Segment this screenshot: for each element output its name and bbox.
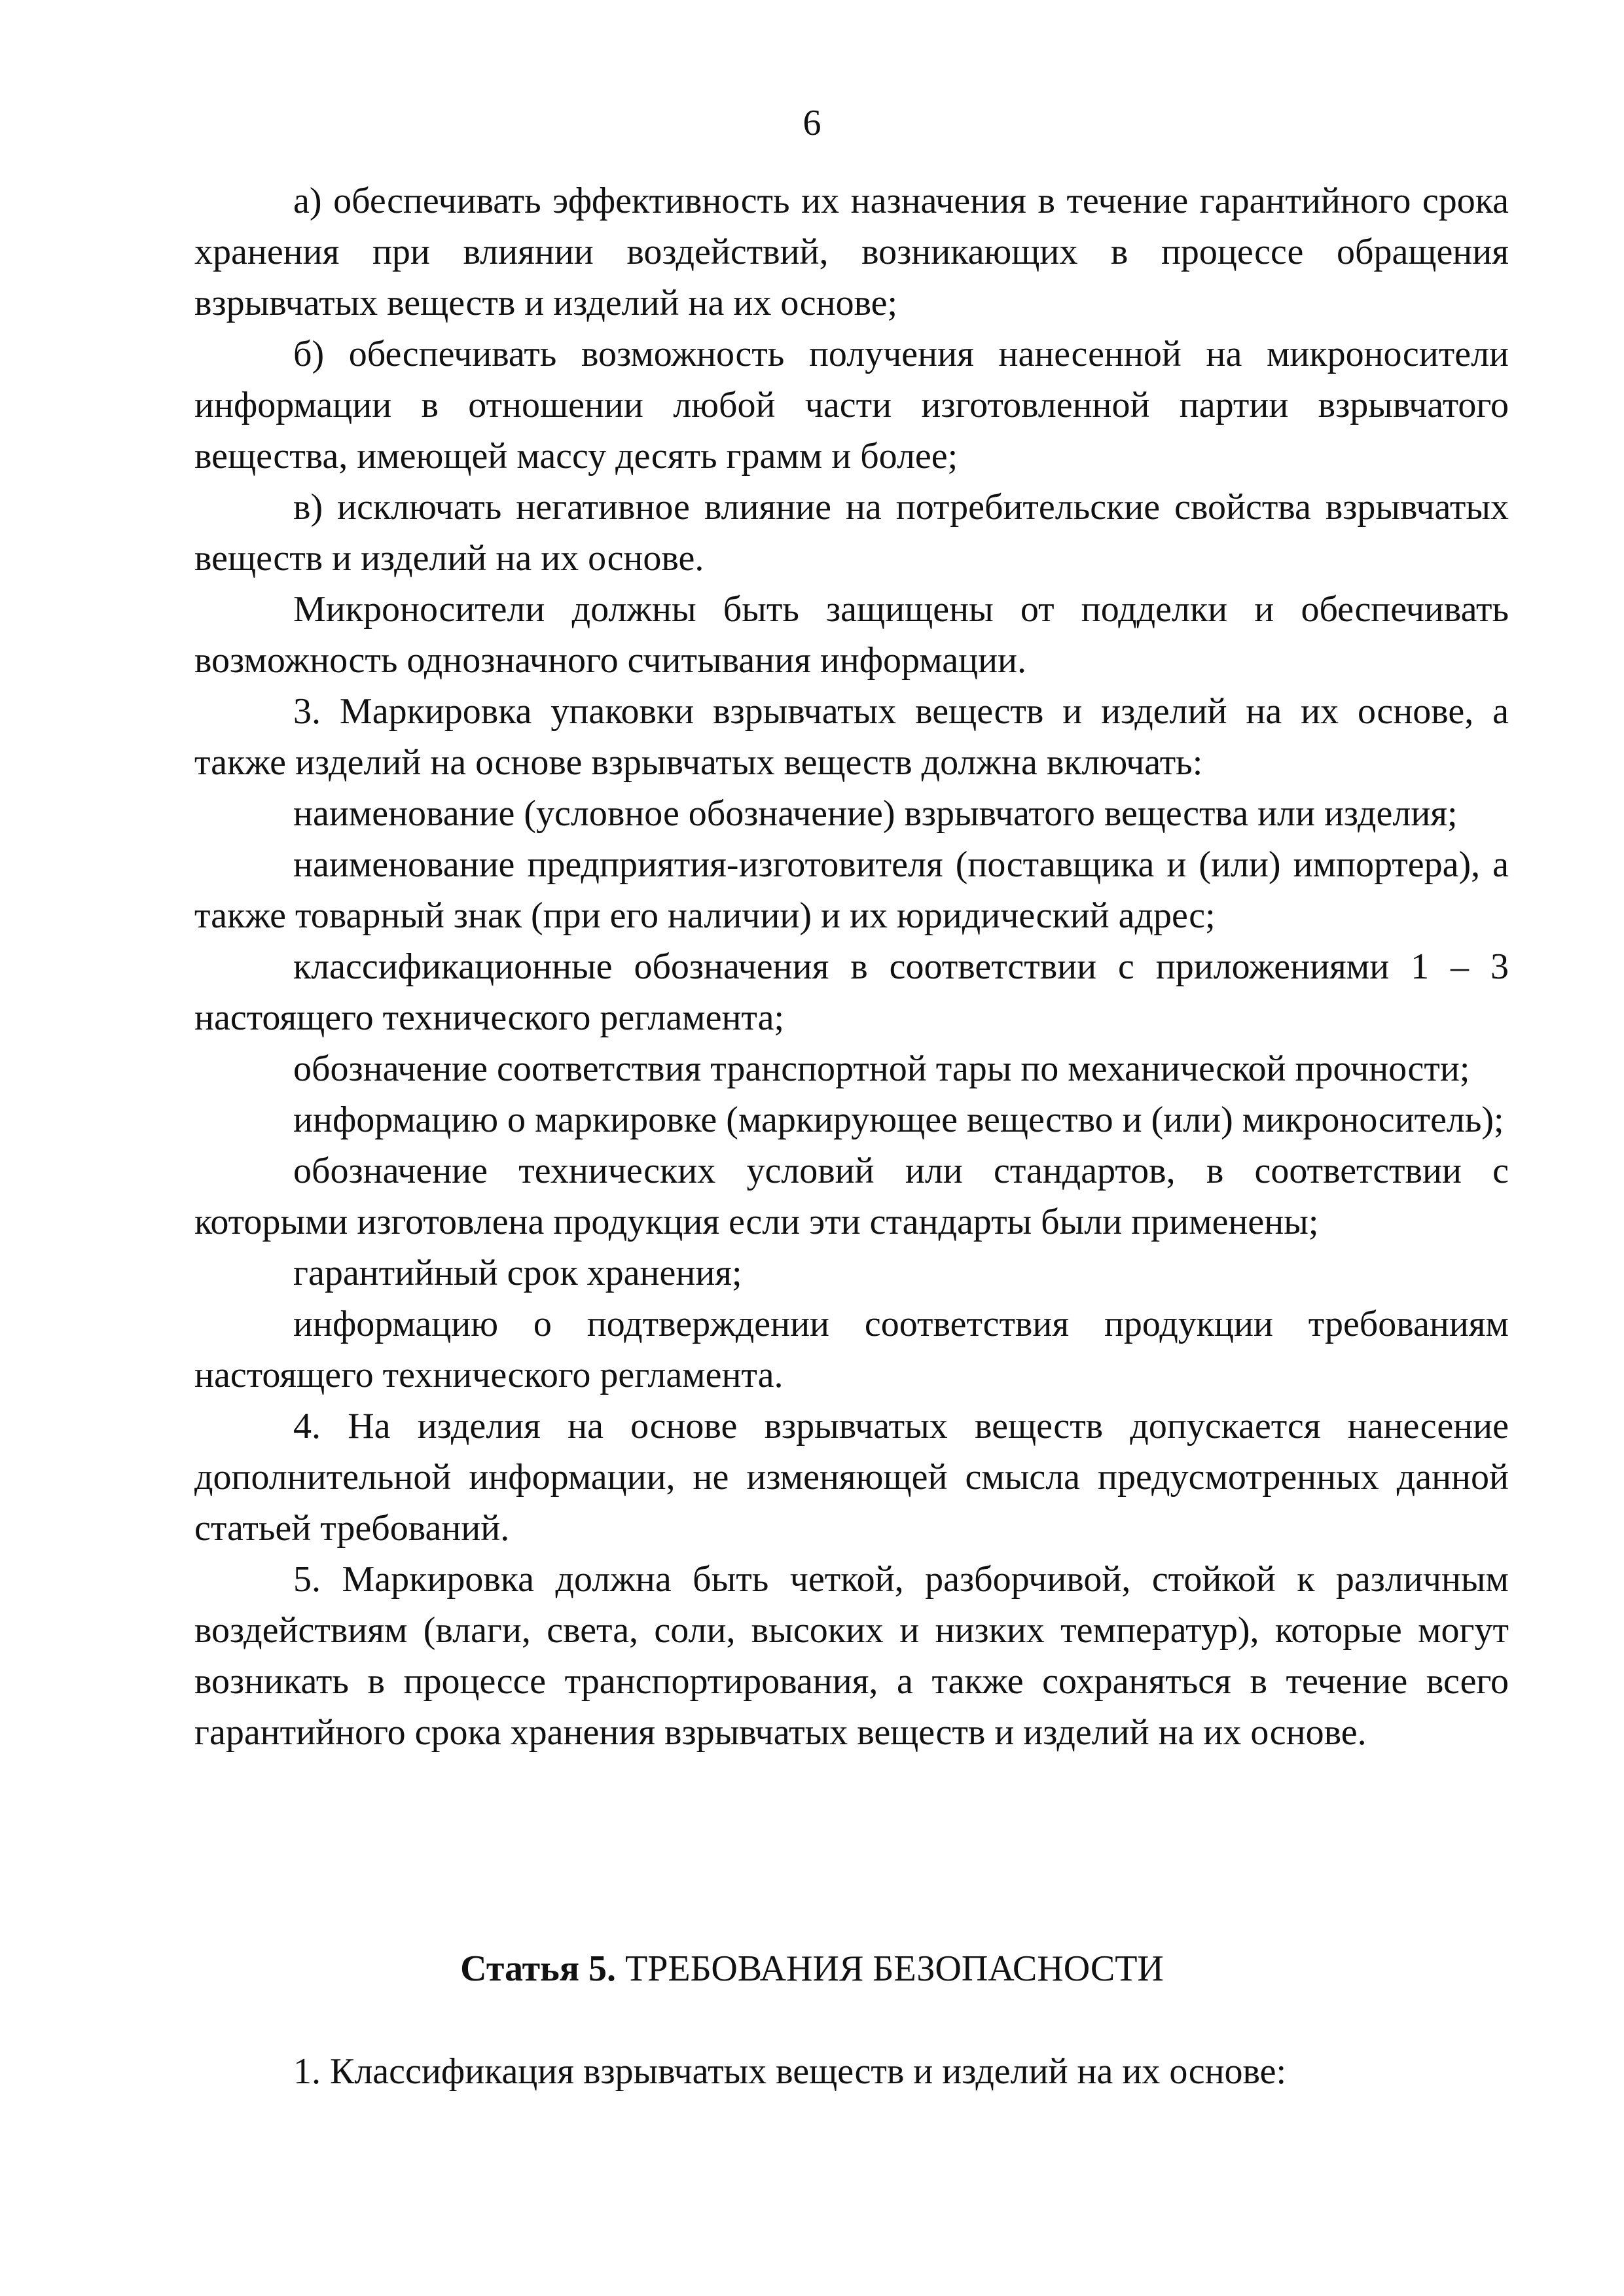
paragraph-micro-carriers: Микроносители должны быть защищены от подделки и обеспечивать возможность однозначного считывания информации. bbox=[194, 589, 1509, 681]
paragraph-b: б) обеспечивать возможность получения нанесенной на микроносители информации в отношении любой части изготовленной партии взрывчатого вещества, имеющей массу десять грамм и более; bbox=[194, 334, 1509, 476]
list-item-transport-tare: обозначение соответствия транспортной тары по механической прочности; bbox=[293, 1049, 1470, 1089]
paragraph-classification: 1. Классификация взрывчатых веществ и изделий на их основе: bbox=[293, 2051, 1287, 2092]
paragraph-3: 3. Маркировка упаковки взрывчатых веществ и изделий на их основе, а также изделий на основе взрывчатых веществ должна включать: bbox=[194, 691, 1509, 783]
paragraph-4: 4. На изделия на основе взрывчатых веществ допускается нанесение дополнительной информации, не изменяющей смысла предусмотренных данной статьей требований. bbox=[194, 1406, 1509, 1549]
list-item-technical-conditions: обозначение технических условий или стандартов, в соответствии с которыми изготовлена продукция если эти стандарты были применены; bbox=[194, 1151, 1509, 1242]
article-heading bbox=[0, 1943, 1624, 1995]
list-item-marking-info: информацию о маркировке (маркирующее вещество и (или) микроноситель); bbox=[293, 1100, 1504, 1140]
page-number: 6 bbox=[803, 103, 821, 143]
paragraph-5: 5. Маркировка должна быть четкой, разборчивой, стойкой к различным воздействиям (влаги, света, соли, высоких и низких температур), которые могут возникать в процессе транспортирования, а также сохраняться в течение всего гарантийного срока хранения взрывчатых веществ и изделий на их основе. bbox=[194, 1559, 1509, 1753]
body-text bbox=[194, 175, 1509, 1758]
list-item-conformity: информацию о подтверждении соответствия продукции требованиям настоящего технического регламента. bbox=[194, 1304, 1509, 1395]
list-item-name: наименование (условное обозначение) взрывчатого вещества или изделия; bbox=[293, 793, 1458, 834]
list-item-classification: классификационные обозначения в соответствии с приложениями 1 – 3 настоящего технического регламента; bbox=[194, 946, 1509, 1038]
list-item-manufacturer: наименование предприятия-изготовителя (поставщика и (или) импортера), а также товарный знак (при его наличии) и их юридический адрес; bbox=[194, 844, 1509, 936]
article-label: Статья 5. bbox=[460, 1948, 617, 1989]
list-item-shelf-life: гарантийный срок хранения; bbox=[293, 1253, 742, 1293]
paragraph-v: в) исключать негативное влияние на потребительские свойства взрывчатых веществ и изделий на их основе. bbox=[194, 487, 1509, 579]
paragraph-a: а) обеспечивать эффективность их назначения в течение гарантийного срока хранения при влиянии воздействий, возникающих в процессе обращения взрывчатых веществ и изделий на их основе; bbox=[194, 181, 1509, 323]
article-title: ТРЕБОВАНИЯ БЕЗОПАСНОСТИ bbox=[625, 1948, 1164, 1989]
